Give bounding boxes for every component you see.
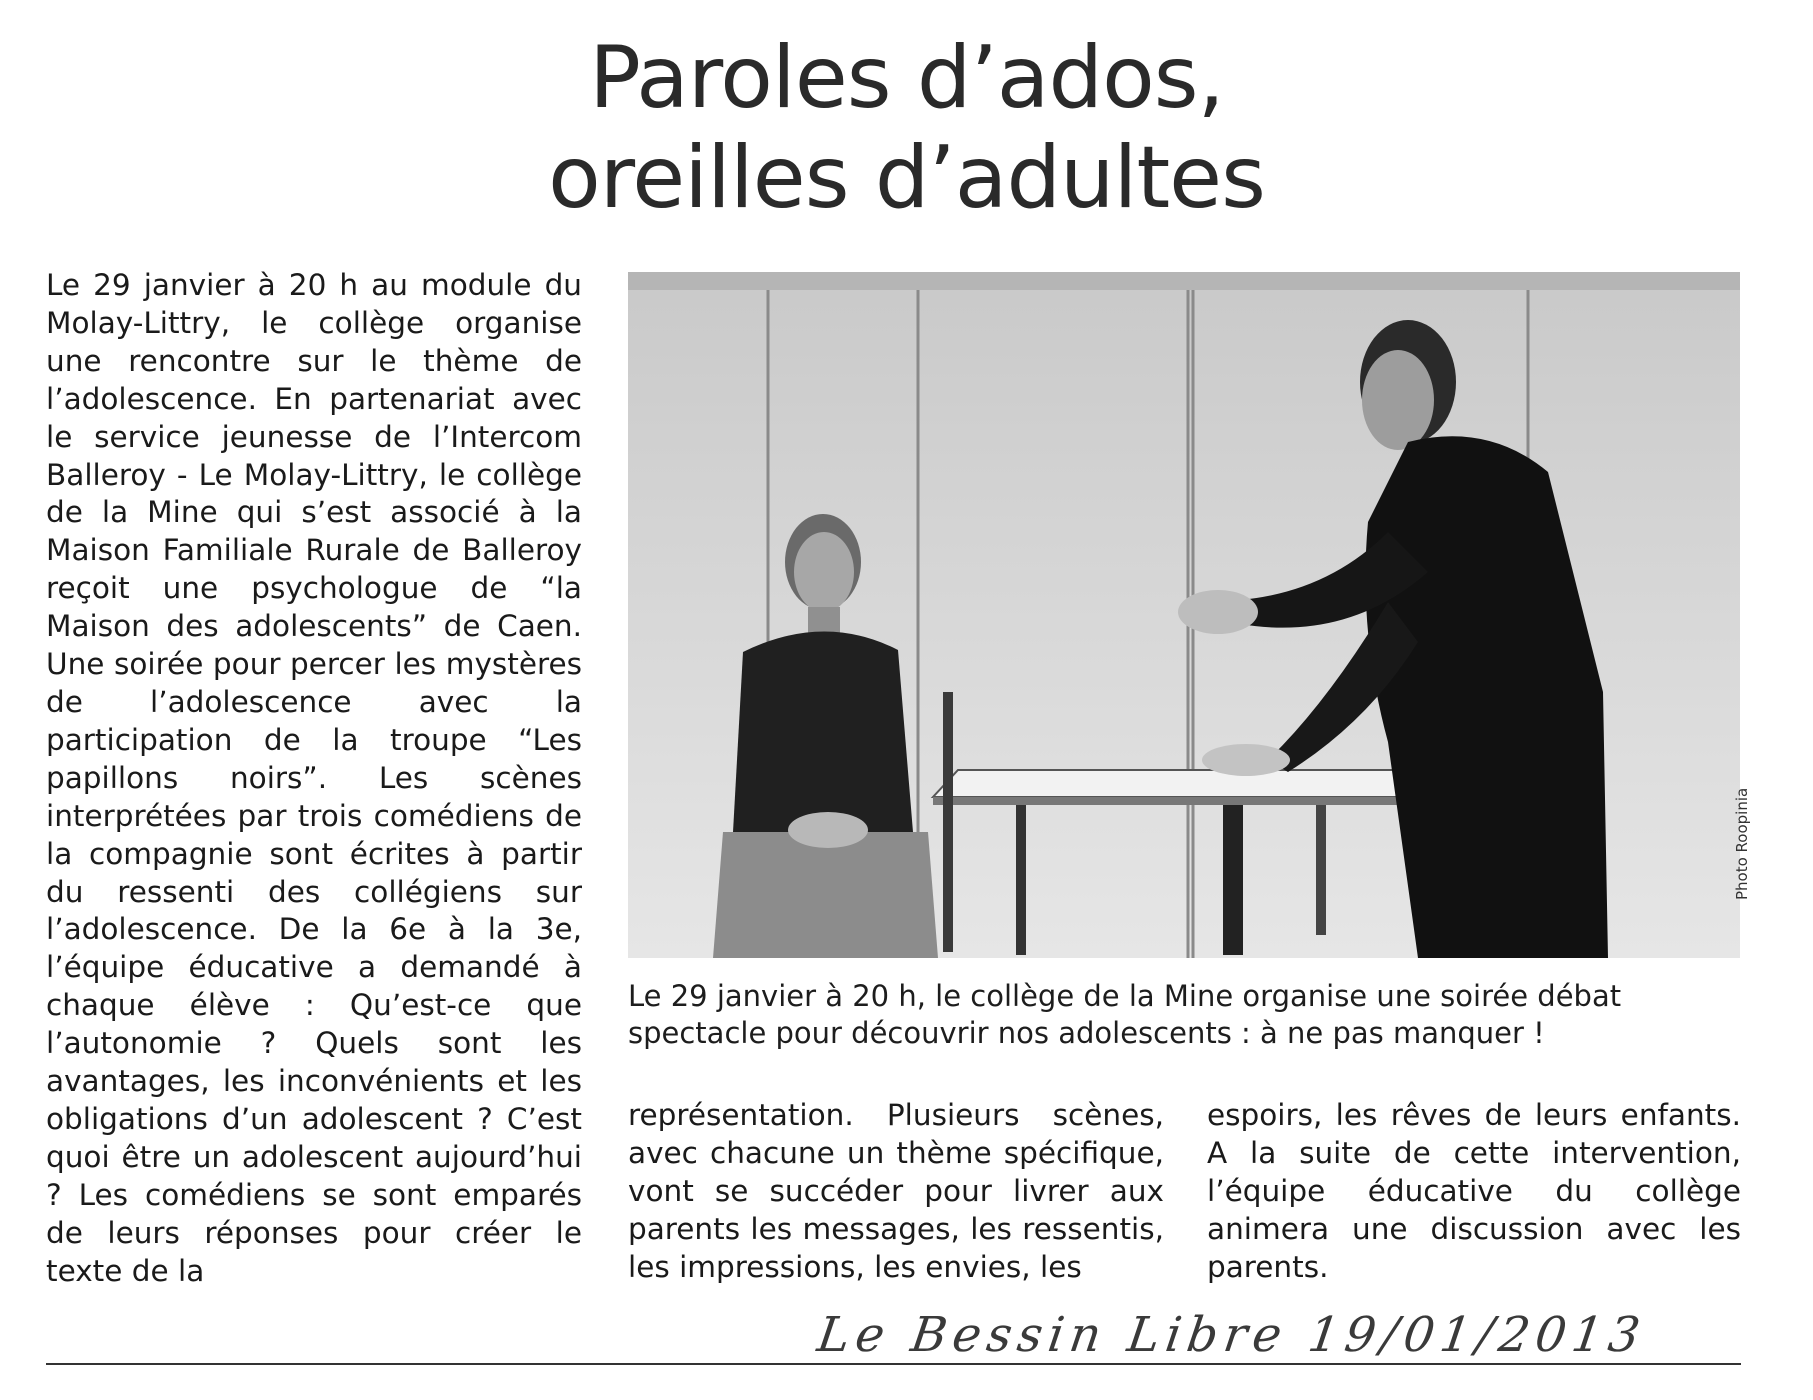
- theatre-scene-illustration: [628, 272, 1740, 958]
- photo-caption: [628, 978, 1740, 1052]
- headline: [0, 28, 1813, 228]
- caption-line-2: spectacle pour découvrir nos adolescents : à ne pas manquer !: [628, 1016, 1545, 1050]
- article-column-left: Le 29 janvier à 20 h au module du Molay-Littry, le collège organise une rencontre sur le thème de l’adolescence. En partenariat avec le service jeunesse de l’Intercom Balleroy - Le Molay-Littry, le collège de la Mine qui s’est associé à la Maison Familiale Rurale de Balleroy reçoit une psychologue de “la Maison des adolescents” de Caen. Une soirée pour percer les mystères de l’adolescence avec la participation de la troupe “Les papillons noirs”. Les scènes interprétées par trois comédiens de la compagnie sont écrites à partir du ressenti des collégiens sur l’adolescence. De la 6e à la 3e, l’équipe éducative a demandé à chaque élève : Qu’est-ce que l’autonomie ? Quels sont les avantages, les inconvénients et les obligations d’un adolescent ? C’est quoi être un adolescent aujourd’hui ? Les comédiens se sont emparés de leurs réponses pour créer le texte de la: [46, 268, 582, 1288]
- article-photo: [628, 272, 1740, 958]
- photo-credit: Photo Roopinia: [1733, 787, 1751, 900]
- bottom-rule: [46, 1363, 1741, 1365]
- handwritten-source-note: Le Bessin Libre 19/01/2013: [814, 1307, 1650, 1363]
- caption-line-1: Le 29 janvier à 20 h, le collège de la Mine organise une soirée débat: [628, 979, 1622, 1013]
- article-column-right: espoirs, les rêves de leurs enfants. A la suite de cette intervention, l’équipe éducative du collège animera une discussion avec les parents.: [1207, 1098, 1741, 1284]
- headline-line-1: Paroles d’ados,: [589, 28, 1224, 128]
- article-column-middle: représentation. Plusieurs scènes, avec chacune un thème spécifique, vont se succéder pour livrer aux parents les messages, les ressentis, les impressions, les envies, les: [628, 1098, 1164, 1284]
- headline-line-2: oreilles d’adultes: [548, 128, 1265, 228]
